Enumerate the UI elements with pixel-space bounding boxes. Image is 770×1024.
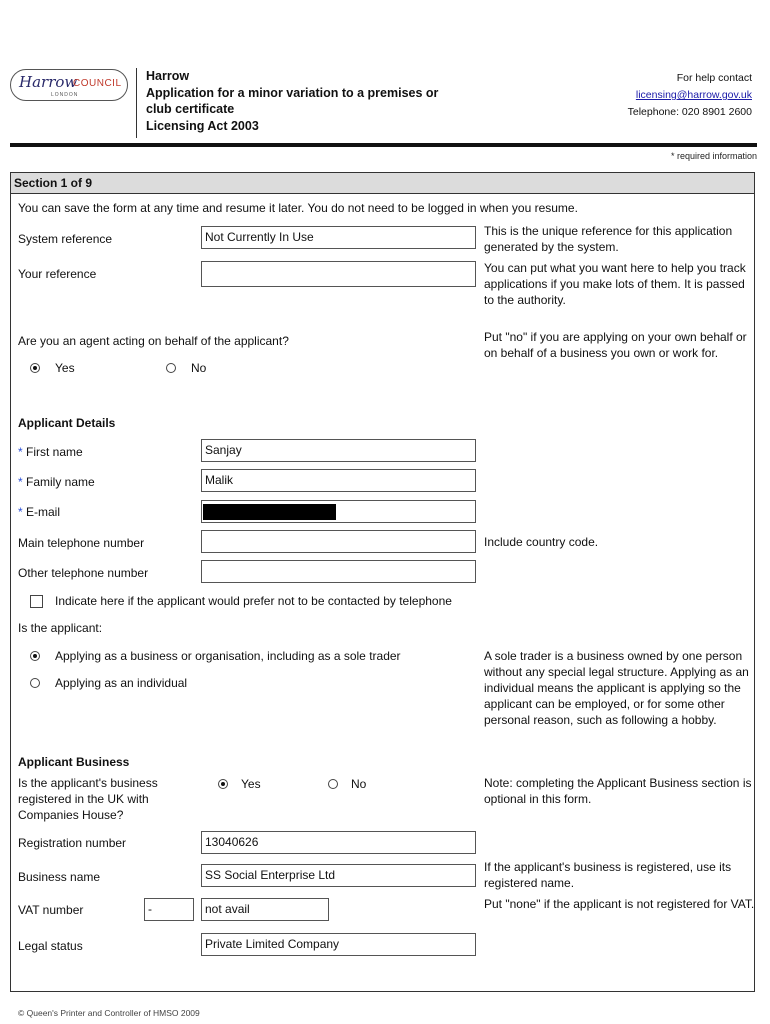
agent-note: Put "no" if you are applying on your own behalf or on behalf of a business you own or work for. bbox=[484, 330, 747, 360]
registration-number-label: Registration number bbox=[18, 836, 127, 850]
main-phone-label: Main telephone number bbox=[18, 536, 145, 550]
registered-question: Is the applicant's business registered in the UK with Companies House? bbox=[18, 776, 158, 822]
copyright-footer: © Queen's Printer and Controller of HMSO 2009 bbox=[18, 1008, 200, 1018]
system-reference-note: This is the unique reference for this application generated by the system. bbox=[484, 224, 733, 254]
no-phone-contact-label: Indicate here if the applicant would prefer not to be contacted by telephone bbox=[55, 594, 452, 608]
email-redaction bbox=[203, 504, 336, 520]
no-phone-contact-checkbox[interactable] bbox=[30, 595, 43, 608]
header-rule bbox=[10, 143, 757, 147]
agent-yes-label: Yes bbox=[55, 361, 75, 375]
registered-yes-radio[interactable] bbox=[218, 779, 228, 789]
logo-london-text: LONDON bbox=[51, 92, 79, 98]
family-name-label bbox=[18, 474, 95, 490]
business-name-label: Business name bbox=[18, 870, 101, 884]
agent-question: Are you an agent acting on behalf of the applicant? bbox=[18, 334, 289, 348]
email-label bbox=[18, 504, 60, 520]
registration-number-input[interactable]: 13040626 bbox=[201, 831, 476, 854]
required-info-note: * required information bbox=[670, 151, 757, 161]
harrow-council-logo bbox=[10, 69, 128, 101]
title-line-4: Licensing Act 2003 bbox=[146, 118, 259, 133]
title-line-2: Application for a minor variation to a premises or bbox=[146, 85, 439, 100]
required-star: * bbox=[18, 505, 23, 519]
your-reference-note: You can put what you want here to help you track applications if you make lots of them. It is passed to the authority. bbox=[484, 261, 746, 307]
business-name-input[interactable]: SS Social Enterprise Ltd bbox=[201, 864, 476, 887]
other-phone-label: Other telephone number bbox=[18, 566, 149, 580]
vat-note: Put "none" if the applicant is not registered for VAT. bbox=[484, 897, 755, 911]
applicant-business-radio[interactable] bbox=[30, 651, 40, 661]
form-title bbox=[146, 68, 438, 134]
email-input[interactable] bbox=[201, 500, 476, 523]
registered-no-label: No bbox=[351, 777, 367, 791]
first-name-input[interactable]: Sanjay bbox=[201, 439, 476, 462]
help-contact bbox=[628, 70, 752, 121]
registered-note: Note: completing the Applicant Business section is optional in this form. bbox=[484, 776, 752, 806]
other-phone-input[interactable] bbox=[201, 560, 476, 583]
applicant-type-note: A sole trader is a business owned by one person without any special legal structure. Applying as an individual means the applicant is applying so the applicant can be employed, or for some other personal reason, such as following a hobby. bbox=[484, 649, 749, 727]
title-line-1: Harrow bbox=[146, 69, 190, 83]
applicant-individual-label: Applying as an individual bbox=[55, 676, 188, 690]
logo-script-text: Harrow bbox=[19, 73, 78, 91]
required-star: * bbox=[18, 445, 23, 459]
applicant-individual-radio[interactable] bbox=[30, 678, 40, 688]
agent-no-radio[interactable] bbox=[166, 363, 176, 373]
help-email-link[interactable]: licensing@harrow.gov.uk bbox=[635, 89, 752, 101]
applicant-business-label: Applying as a business or organisation, including as a sole trader bbox=[55, 649, 401, 663]
agent-yes-radio[interactable] bbox=[30, 363, 40, 373]
section-header: Section 1 of 9 bbox=[11, 173, 754, 194]
vat-label: VAT number bbox=[18, 903, 84, 917]
registered-yes-label: Yes bbox=[241, 777, 261, 791]
first-name-label-text: First name bbox=[26, 445, 83, 459]
agent-no-label: No bbox=[191, 361, 207, 375]
section-intro: You can save the form at any time and resume it later. You do not need to be logged in when you resume. bbox=[18, 201, 578, 215]
family-name-label-text: Family name bbox=[26, 475, 95, 489]
system-reference-field: Not Currently In Use bbox=[201, 226, 476, 249]
email-label-text: E-mail bbox=[26, 505, 61, 519]
family-name-input[interactable]: Malik bbox=[201, 469, 476, 492]
your-reference-label: Your reference bbox=[18, 267, 97, 281]
required-star: * bbox=[18, 475, 23, 489]
your-reference-input[interactable] bbox=[201, 261, 476, 287]
vat-prefix-input[interactable]: - bbox=[144, 898, 194, 921]
applicant-details-heading: Applicant Details bbox=[18, 416, 116, 430]
main-phone-input[interactable] bbox=[201, 530, 476, 553]
applicant-type-question: Is the applicant: bbox=[18, 621, 103, 635]
header-divider bbox=[136, 68, 137, 138]
legal-status-label: Legal status bbox=[18, 939, 83, 953]
vat-number-input[interactable]: not avail bbox=[201, 898, 329, 921]
main-phone-note: Include country code. bbox=[484, 535, 599, 549]
help-label: For help contact bbox=[676, 72, 752, 84]
system-reference-label: System reference bbox=[18, 232, 113, 246]
business-name-note: If the applicant's business is registered, use its registered name. bbox=[484, 860, 732, 890]
title-line-3: club certificate bbox=[146, 102, 235, 116]
legal-status-input[interactable]: Private Limited Company bbox=[201, 933, 476, 956]
logo-council-text: COUNCIL bbox=[73, 78, 122, 89]
registered-no-radio[interactable] bbox=[328, 779, 338, 789]
first-name-label bbox=[18, 444, 83, 460]
help-phone: Telephone: 020 8901 2600 bbox=[627, 106, 752, 118]
applicant-business-heading: Applicant Business bbox=[18, 755, 130, 769]
